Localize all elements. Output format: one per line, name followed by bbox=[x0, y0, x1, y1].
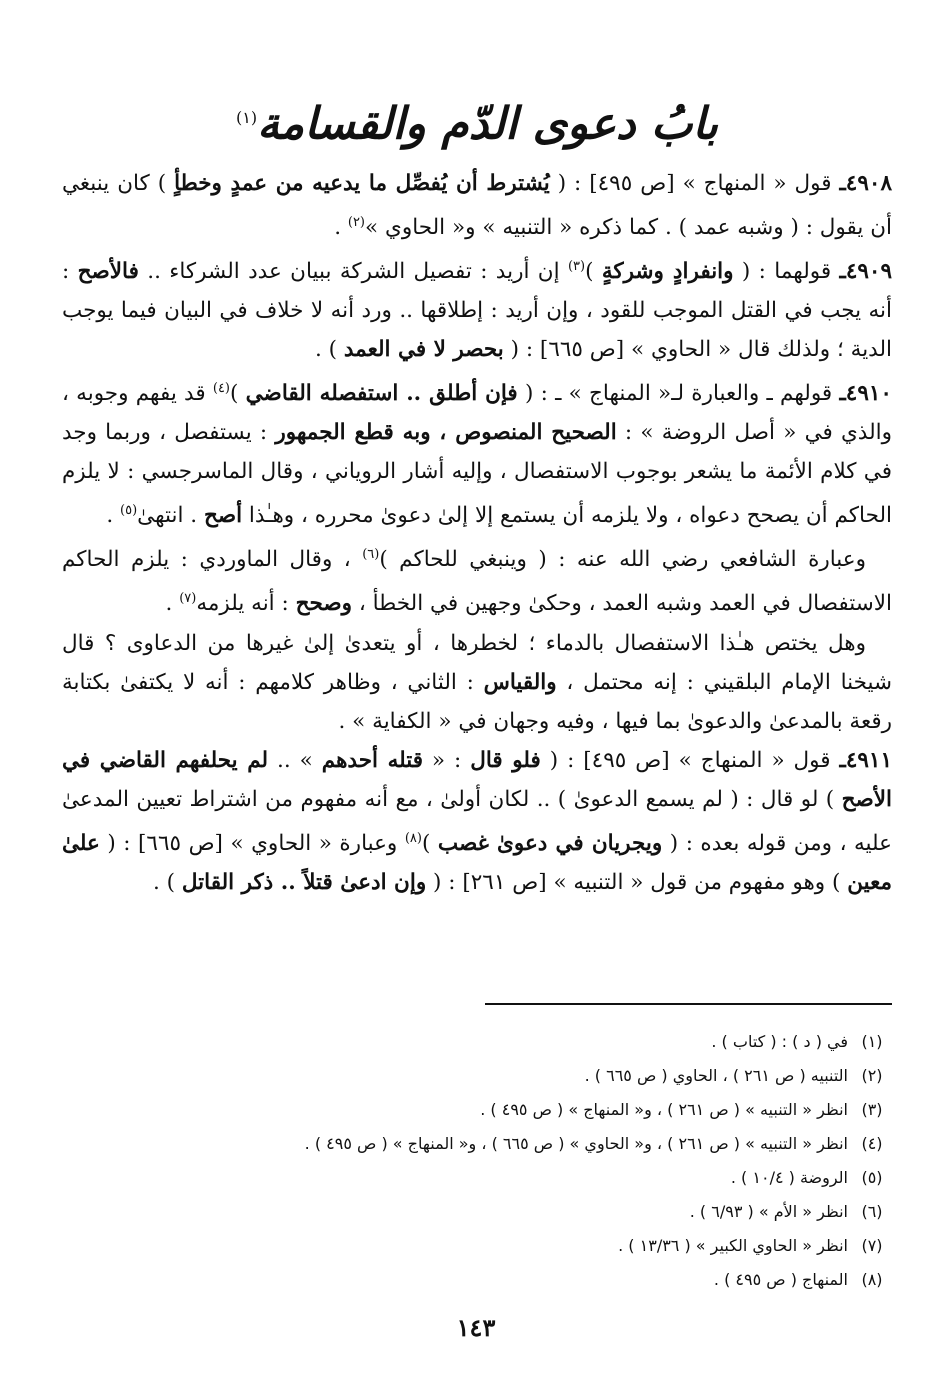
quoted-text: فلو قال bbox=[470, 747, 541, 773]
quoted-text: أصح bbox=[203, 503, 243, 529]
footnote bbox=[62, 1263, 896, 1297]
footnote-text: المنهاج ( ص ٤٩٥ ) . bbox=[713, 1270, 848, 1289]
page-number: ١٤٣ bbox=[456, 1313, 496, 1342]
footnote-number: (٢) bbox=[861, 1066, 883, 1085]
footnote-ref: (٥) bbox=[120, 503, 138, 519]
footnote-ref: (٧) bbox=[179, 591, 197, 607]
footnote bbox=[62, 1025, 896, 1059]
paragraph-number: ٤٩١٠ـ bbox=[839, 381, 892, 407]
text-run: . bbox=[334, 214, 348, 240]
footnote bbox=[62, 1229, 896, 1263]
text-run: : أنه يلزمه bbox=[196, 591, 296, 617]
text-run: . bbox=[106, 503, 121, 529]
footnotes bbox=[62, 1025, 896, 1297]
quoted-text: ويجريان في دعوىٰ غصب bbox=[437, 830, 663, 856]
text-run: قد يفهم وجوبه ، والذي في « أصل الروضة » : bbox=[62, 381, 892, 446]
paragraph-number: ٤٩٠٩ـ bbox=[839, 258, 893, 284]
text-run: ) bbox=[230, 381, 246, 407]
chapter-title-note-ref: (١) bbox=[235, 108, 258, 127]
quoted-text: قتله أحدهم bbox=[321, 747, 423, 773]
footnote-number: (٧) bbox=[861, 1236, 883, 1255]
text-run: » .. bbox=[268, 747, 322, 773]
text-run: ) لو قال : ( لم يسمع الدعوىٰ ) .. لكان أولىٰ ، مع أنه مفهوم من اشتراط تعيين المدعىٰ عليه ، ومن قوله بعده : ( bbox=[62, 786, 892, 856]
text-run: : الثاني ، وظاهر كلامهم : أنه لا يكتفىٰ بكتابة رقعة بالمدعىٰ والدعوىٰ بما فيها ، وفيه وجهان في « الكفاية » . bbox=[62, 669, 892, 734]
quoted-text: وصحح bbox=[295, 591, 352, 617]
paragraph-number: ٤٩١١ـ bbox=[839, 747, 893, 773]
quoted-text: علىٰ معين bbox=[62, 830, 892, 895]
page-body bbox=[62, 85, 892, 902]
chapter-title bbox=[62, 85, 892, 158]
text-run: قول « المنهاج » [ص ٤٩٥] : ( bbox=[540, 747, 840, 773]
quoted-text: الصحيح المنصوص ، وبه قطع الجمهور bbox=[275, 420, 617, 446]
text-run: : أنه يجب في القتل الموجب للقود ، وإن أريد : إطلاقها .. ورد أنه لا خلاف في البيان فيما يوجب الدية ؛ ولذلك قال « الحاوي » [ص ٦٦٥] : ( bbox=[62, 258, 892, 362]
text-run: قولهم ـ والعبارة لـ« المنهاج » ـ : ( bbox=[517, 381, 840, 407]
footnote-number: (٦) bbox=[861, 1202, 883, 1221]
quoted-text: فالأصح bbox=[77, 258, 139, 284]
text-run: . انتهىٰ bbox=[137, 503, 204, 529]
footnote-number: (٥) bbox=[861, 1168, 883, 1187]
footnote bbox=[62, 1127, 896, 1161]
footnote-text: التنبيه ( ص ٢٦١ ) ، الحاوي ( ص ٦٦٥ ) . bbox=[584, 1066, 848, 1085]
text-run: . bbox=[165, 591, 180, 617]
footnote-ref: (٢) bbox=[347, 214, 365, 230]
text-run: وعبارة الشافعي رضي الله عنه : ( وينبغي للحاكم ) bbox=[379, 547, 866, 573]
text-run: ) . bbox=[314, 336, 344, 362]
footnote-ref: (٤) bbox=[212, 380, 230, 396]
paragraph bbox=[62, 741, 892, 902]
footnote-number: (٤) bbox=[861, 1134, 883, 1153]
footnote-text: انظر « التنبيه » ( ص ٢٦١ ) ، و« المنهاج » ( ص ٤٩٥ ) . bbox=[480, 1100, 848, 1119]
quoted-text: وإن ادعىٰ قتلاً .. ذكر القاتل bbox=[181, 869, 427, 895]
quoted-text: يُشترط أن يُفصِّل ما يدعيه من عمدٍ وخطأٍ bbox=[174, 170, 550, 196]
footnote bbox=[62, 1195, 896, 1229]
text-run: ) كان ينبغي أن يقول : ( وشبه عمد ) . كما ذكره « التنبيه » و« الحاوي » bbox=[62, 170, 892, 240]
quoted-text: وانفرادٍ وشركةٍ bbox=[601, 258, 734, 284]
text-run: ) وهو مفهوم من قول « التنبيه » [ص ٢٦١] : ( bbox=[426, 869, 848, 895]
footnote bbox=[62, 1093, 896, 1127]
footnote-ref: (٦) bbox=[362, 547, 380, 563]
text-run: إن أريد : تفصيل الشركة ببيان عدد الشركاء .. bbox=[138, 258, 568, 284]
text-run: ) bbox=[421, 830, 438, 856]
footnote-ref: (٨) bbox=[404, 830, 422, 846]
footnote-text: انظر « التنبيه » ( ص ٢٦١ ) ، و« الحاوي » ( ص ٦٦٥ ) ، و« المنهاج » ( ص ٤٩٥ ) . bbox=[304, 1134, 848, 1153]
footnote bbox=[62, 1059, 896, 1093]
quoted-text: فإن أطلق .. استفصله القاضي bbox=[245, 381, 518, 407]
footnote-number: (١) bbox=[861, 1032, 883, 1051]
footnote-text: انظر « الحاوي الكبير » ( ١٣/٣٦ ) . bbox=[618, 1236, 848, 1255]
footnote bbox=[62, 1161, 896, 1195]
text-run: ) bbox=[585, 258, 602, 284]
text-run: وعبارة « الحاوي » [ص ٦٦٥] : ( bbox=[99, 830, 405, 856]
footnote-separator bbox=[485, 1003, 892, 1005]
footnote-text: انظر « الأم » ( ٦/٩٣ ) . bbox=[689, 1202, 848, 1221]
quoted-text: بحصر لا في العمد bbox=[343, 336, 504, 362]
text-run: قولهما : ( bbox=[733, 258, 840, 284]
footnote-number: (٨) bbox=[861, 1270, 883, 1289]
paragraph bbox=[62, 164, 892, 247]
paragraph bbox=[62, 369, 892, 535]
text-run: وهل يختص هـٰذا الاستفصال بالدماء ؛ لخطرها ، أو يتعدىٰ إلىٰ غيرها من الدعاوى ؟ قال شيخنا الإمام البلقيني : إنه محتمل ، bbox=[62, 630, 892, 695]
chapter-title-text: بابُ دعوى الدّم والقسامة bbox=[257, 98, 719, 150]
paragraph bbox=[62, 535, 892, 623]
main-text bbox=[62, 164, 892, 902]
text-run: : « bbox=[422, 747, 471, 773]
text-run: ) . bbox=[152, 869, 182, 895]
paragraph bbox=[62, 247, 892, 369]
footnote-number: (٣) bbox=[861, 1100, 883, 1119]
footnote-text: الروضة ( ١٠/٤ ) . bbox=[730, 1168, 848, 1187]
quoted-text: والقياس bbox=[483, 669, 557, 695]
footnote-ref: (٣) bbox=[567, 258, 586, 274]
text-run: قول « المنهاج » [ص ٤٩٥] : ( bbox=[549, 170, 840, 196]
quoted-text: لم يحلفهم القاضي في الأصح bbox=[62, 747, 892, 812]
paragraph bbox=[62, 624, 892, 741]
text-run: ، وقال الماوردي : يلزم الحاكم الاستفصال في العمد وشبه العمد ، وحكىٰ وجهين في الخطأ ، bbox=[62, 547, 892, 617]
text-run: : يستفصل ، وربما وجد في كلام الأئمة ما يشعر بوجوب الاستفصال ، وإليه أشار الروياني ، وقال الماسرجسي : لا يلزم الحاكم أن يصحح دعواه ، ولا يلزمه أن يستمع إلا إلىٰ دعوىٰ محرره ، وهـٰذا bbox=[62, 420, 892, 529]
footnote-text: في ( د ) : ( كتاب ) . bbox=[711, 1032, 848, 1051]
paragraph-number: ٤٩٠٨ـ bbox=[839, 170, 892, 196]
